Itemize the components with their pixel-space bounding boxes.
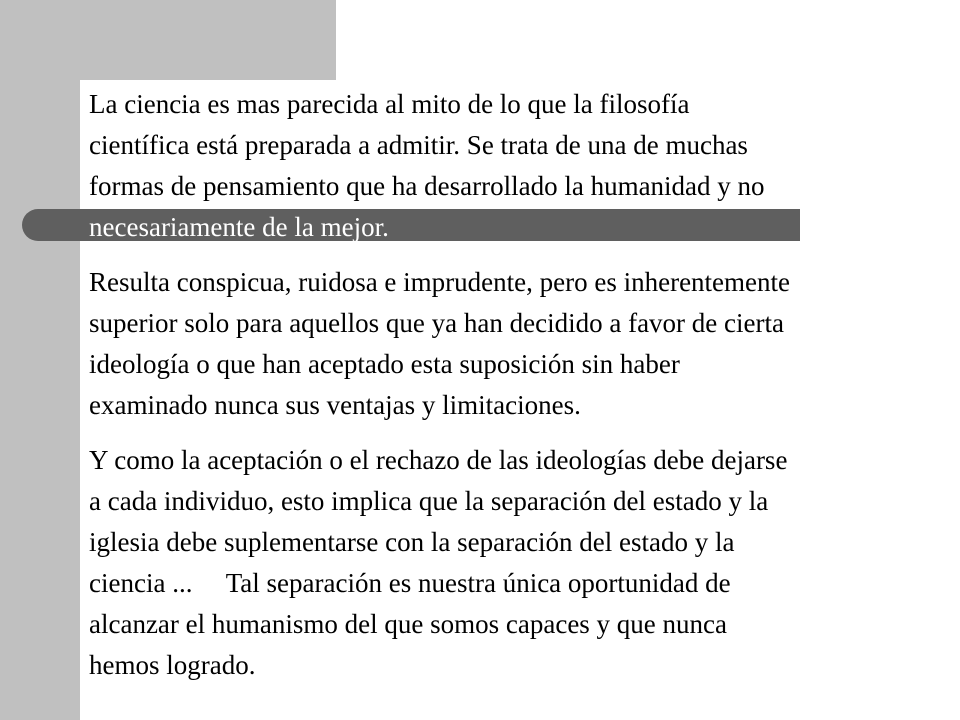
paragraph-2 xyxy=(89,262,919,426)
paragraph-1-line-3: formas de pensamiento que ha desarrollado la humanidad y no xyxy=(89,171,765,201)
decorative-top-block xyxy=(80,0,336,80)
paragraph-3-line-6: hemos logrado. xyxy=(89,650,256,680)
paragraph-3-line-3: iglesia debe suplementarse con la separación del estado y la xyxy=(89,527,735,557)
paragraph-3-line-2: a cada individuo, esto implica que la separación del estado y la xyxy=(89,486,769,516)
paragraph-3-line-5: alcanzar el humanismo del que somos capaces y que nunca xyxy=(89,609,728,639)
paragraph-1-line-2: científica está preparada a admitir. Se trata de una de muchas xyxy=(89,130,748,160)
decorative-left-bar xyxy=(0,0,80,720)
paragraph-1-highlighted-line: necesariamente de la mejor. xyxy=(89,212,389,242)
paragraph-2-line-3: ideología o que han aceptado esta suposición sin haber xyxy=(89,349,680,379)
paragraph-3-line-1: Y como la aceptación o el rechazo de las ideologías debe dejarse xyxy=(89,445,788,475)
paragraph-3-line-4: ciencia ... Tal separación es nuestra única oportunidad de xyxy=(89,568,731,598)
paragraph-1 xyxy=(89,84,919,248)
paragraph-2-line-4: examinado nunca sus ventajas y limitaciones. xyxy=(89,390,581,420)
paragraph-2-line-2: superior solo para aquellos que ya han decidido a favor de cierta xyxy=(89,308,784,338)
paragraph-3 xyxy=(89,440,919,686)
paragraph-2-line-1: Resulta conspicua, ruidosa e imprudente, pero es inherentemente xyxy=(89,267,791,297)
paragraph-1-line-1: La ciencia es mas parecida al mito de lo que la filosofía xyxy=(89,89,690,119)
slide-body xyxy=(89,84,919,700)
